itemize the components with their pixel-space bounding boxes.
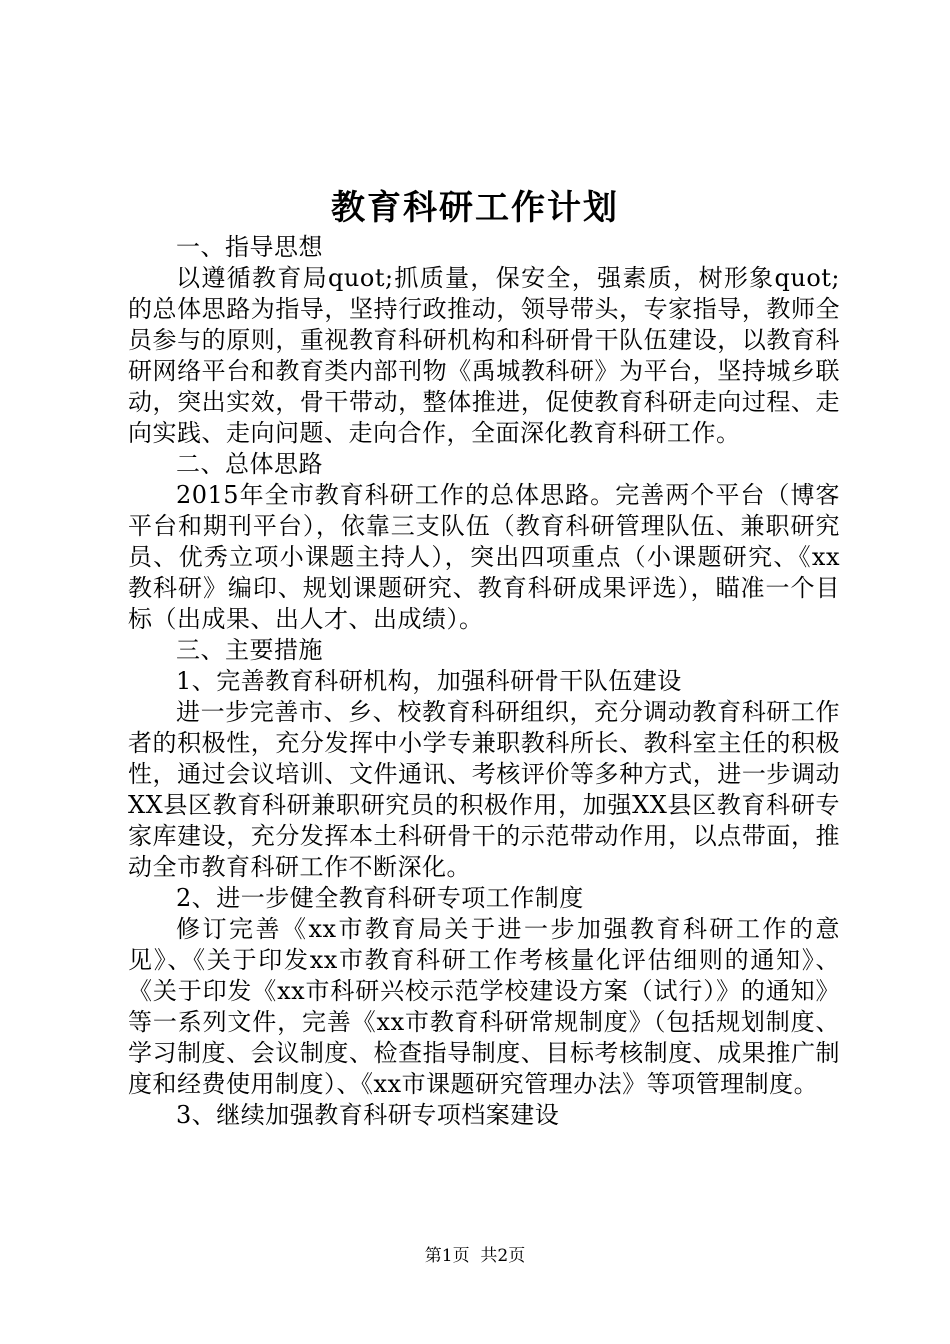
section-heading-guiding-ideology: 一、指导思想 — [176, 233, 323, 261]
paragraph-overall-approach: 2015年全市教育科研工作的总体思路。完善两个平台（博客平台和期刊平台），依靠三支队伍（教育科研管理队伍、兼职研究员、优秀立项小课题主持人），突出四项重点（小课题研究、《xx教科研》编印、规划课题研究、教育科研成果评选），瞄准一个目标（出成果、出人才、出成绩）。 — [128, 481, 840, 633]
subheading-measure-2: 2、进一步健全教育科研专项工作制度 — [176, 884, 584, 912]
paragraph-measure-2: 修订完善《xx市教育局关于进一步加强教育科研工作的意见》、《关于印发xx市教育科研工作考核量化评估细则的通知》、《关于印发《xx市科研兴校示范学校建设方案（试行）》的通知》等一系列文件，完善《xx市教育科研常规制度》（包括规划制度、学习制度、会议制度、检查指导制度、目标考核制度、成果推广制度和经费使用制度）、《xx市课题研究管理办法》等项管理制度。 — [128, 915, 840, 1098]
page-number-label: 第1页 共2页 — [424, 1246, 526, 1266]
subheading-measure-1: 1、完善教育科研机构，加强科研骨干队伍建设 — [176, 667, 682, 695]
section-heading-overall-approach: 二、总体思路 — [176, 450, 323, 478]
paragraph-measure-1: 进一步完善市、乡、校教育科研组织，充分调动教育科研工作者的积极性，充分发挥中小学专兼职教科所长、教科室主任的积极性，通过会议培训、文件通讯、考核评价等多种方式，进一步调动XX县区教育科研兼职研究员的积极作用，加强XX县区教育科研专家库建设，充分发挥本土科研骨干的示范带动作用，以点带面，推动全市教育科研工作不断深化。 — [128, 698, 840, 881]
paragraph-guiding-ideology: 以遵循教育局quot;抓质量，保安全，强素质，树形象quot;的总体思路为指导，坚持行政推动，领导带头，专家指导，教师全员参与的原则，重视教育科研机构和科研骨干队伍建设，以教育科研网络平台和教育类内部刊物《禹城教科研》为平台，坚持城乡联动，突出实效，骨干带动，整体推进，促使教育科研走向过程、走向实践、走向问题、走向合作，全面深化教育科研工作。 — [128, 264, 840, 447]
document-title: 教育科研工作计划 — [331, 188, 619, 228]
document-body — [128, 232, 840, 1131]
page-footer — [0, 1244, 950, 1268]
section-heading-main-measures: 三、主要措施 — [176, 636, 323, 664]
subheading-measure-3: 3、继续加强教育科研专项档案建设 — [176, 1101, 560, 1129]
